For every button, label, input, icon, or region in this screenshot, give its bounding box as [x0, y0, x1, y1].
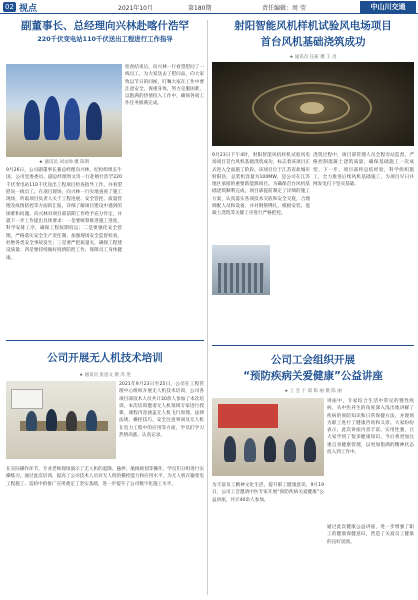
article3-title: 射阳智能风机样机试验风电场项目	[234, 20, 392, 32]
article3-byline: ★ 通讯员 任振 摄 王 昌	[289, 55, 337, 60]
article1-subtitle: 220千伏变电站110千伏送出工程进行工作指导	[37, 35, 173, 43]
article2-photo	[6, 381, 116, 459]
page-number: 02	[3, 2, 16, 12]
editor-credit: 责任编辑：周 莹	[262, 5, 306, 12]
section-title: 视点	[19, 4, 38, 14]
section-rule	[6, 340, 204, 341]
article2-body-right: 2021年9月23日至25日，公司在工程管理中心组织开展无人机技术培训，公司各项目部技术人员共计30余人参加了本次培训。本次培训邀请无人机领域专家进行授课，课程内容涵盖无人机飞行原理、法律法规、操控技巧、安全注意事项及无人机在电力工程中的应用等方面，学员们学习热情高涨，认真记录。	[119, 382, 204, 439]
article3-photo-inset	[212, 245, 270, 295]
article4-byline: ★ 工 会 干 部 陈 丽 摄 陈 丽	[284, 389, 342, 394]
article1-photo	[6, 64, 122, 157]
article1-body-right: 检查结束后，向兴林一行看望慰问了一线员工，为大家送去了慰问品，向大家致以节日的问候，叮嘱大家在工作中要注意安全，保重身体，努力克服困难，以饱满的热情投入工作中，确保各项工作任务圆满完成。	[125, 65, 204, 107]
article4-body-end: 通过此次健康公益讲座，进一步增强了职工的健康保健意识，营造了关爱员工健康的良好氛围。	[327, 525, 414, 545]
article3-body-left: 9月23日下午4时，射阳智能风机样机试验风电场项目首台风机基础浇筑成功，标志着该项目正式进入全面施工阶段。该项目位于江苏省盐城市射阳县，总装机容量为100MW，是公司在江苏地区承接的重要新能源项目。为确保首台风机基础浇筑顺利完成，项目部提前制定了详细的施工方案，认真落实各项技术交底和安全交底，合理调配人员和设备，并对钢筋绑扎、模板安装、混凝土浇筑等关键工序进行严格把控。	[212, 153, 310, 217]
newspaper-logo: 中山川交通	[360, 1, 416, 13]
column-divider	[207, 20, 208, 595]
article4-title: 公司工会组织开展	[271, 354, 355, 366]
article4-title-line2: “预防疾病关爱健康”公益讲座	[243, 370, 383, 382]
page-header	[0, 0, 418, 14]
article1-caption: ★ 通讯员 刘永帅 摄 陈明	[38, 160, 90, 165]
article3-body-right: 浇筑过程中，项目部管理人员全程旁站监督，严格控制混凝土浇筑质量，确保基础施工一次成型。下一步，项目部将总结经验，科学组织施工，全力推进后续风机基础施工，为项目早日并网发电打下坚实基础。	[313, 153, 414, 188]
section-rule-right	[212, 345, 414, 346]
article1-body-left: 9月26日，公司副董事长兼总经理向兴林，纪检组组长牛国、公司党委委员、副总经理周文奇一行赴喀什浩罕220千伏变电站110千伏送出工程项目检查指导工作，并看望慰问一线员工。在项目现场，向兴林一行实地查看了施工现场，听取项目负责人关于工程进展、安全管控、质量管理及疫情防控等方面的汇报，详细了解项目建设中遇到的困难和问题。向兴林对项目部前期工作给予充分肯定，并就下一步工作提出具体要求：一是要统筹推进施工进度，科学安排工序，确保工程按期投运；二是要强化安全管理，严格落实安全生产责任制，加强现场安全监督检查，杜绝各类安全事故发生；三是要严把质量关，确保工程建设质量；四是要持续做好疫情防控工作，保障员工身体健康。	[6, 168, 122, 261]
article4-body-left: 为丰富员工精神文化生活，提升职工健康意识，9月19日，公司工会邀请中医专家开展“预防疾病关爱健康”公益讲座，共计40余人参加。	[212, 483, 324, 503]
article3-photo	[212, 62, 414, 146]
article4-photo	[212, 398, 324, 476]
article3-title-line2: 首台风机基础浇筑成功	[260, 36, 366, 48]
issue-date: 2021年10月	[118, 5, 153, 12]
article1-title: 副董事长、总经理向兴林赴喀什浩罕	[21, 20, 189, 32]
article2-title: 公司开展无人机技术培训	[47, 352, 163, 364]
issue-number: 第180期	[188, 5, 212, 12]
article2-byline: ★ 通讯员 张思文 摄 苏 进	[79, 373, 131, 378]
article2-body-bottom: 在实际操作环节，专业老师现场演示了无人机的起降、悬停、航线规划等操作，学员们分组进行实操练习。通过此次培训，提高了公司技术人员对无人机的操控能力和应用水平，为无人机在输变电工程施工、巡检中的推广应用奠定了坚实基础，进一步提升了公司数字化施工水平。	[6, 467, 204, 487]
article4-body-right: 讲座中，专家结合生活中常见的慢性疾病，从中医养生的角度深入浅出地讲解了疾病的预防知识和日常保健方法，并现场为职工进行了健康咨询和义诊。大家纷纷表示，此次讲座内容丰富、实用性强，让大家学到了很多健康知识，今后将更加注重自身健康管理，以更加饱满的精神状态投入到工作中。	[327, 399, 414, 456]
